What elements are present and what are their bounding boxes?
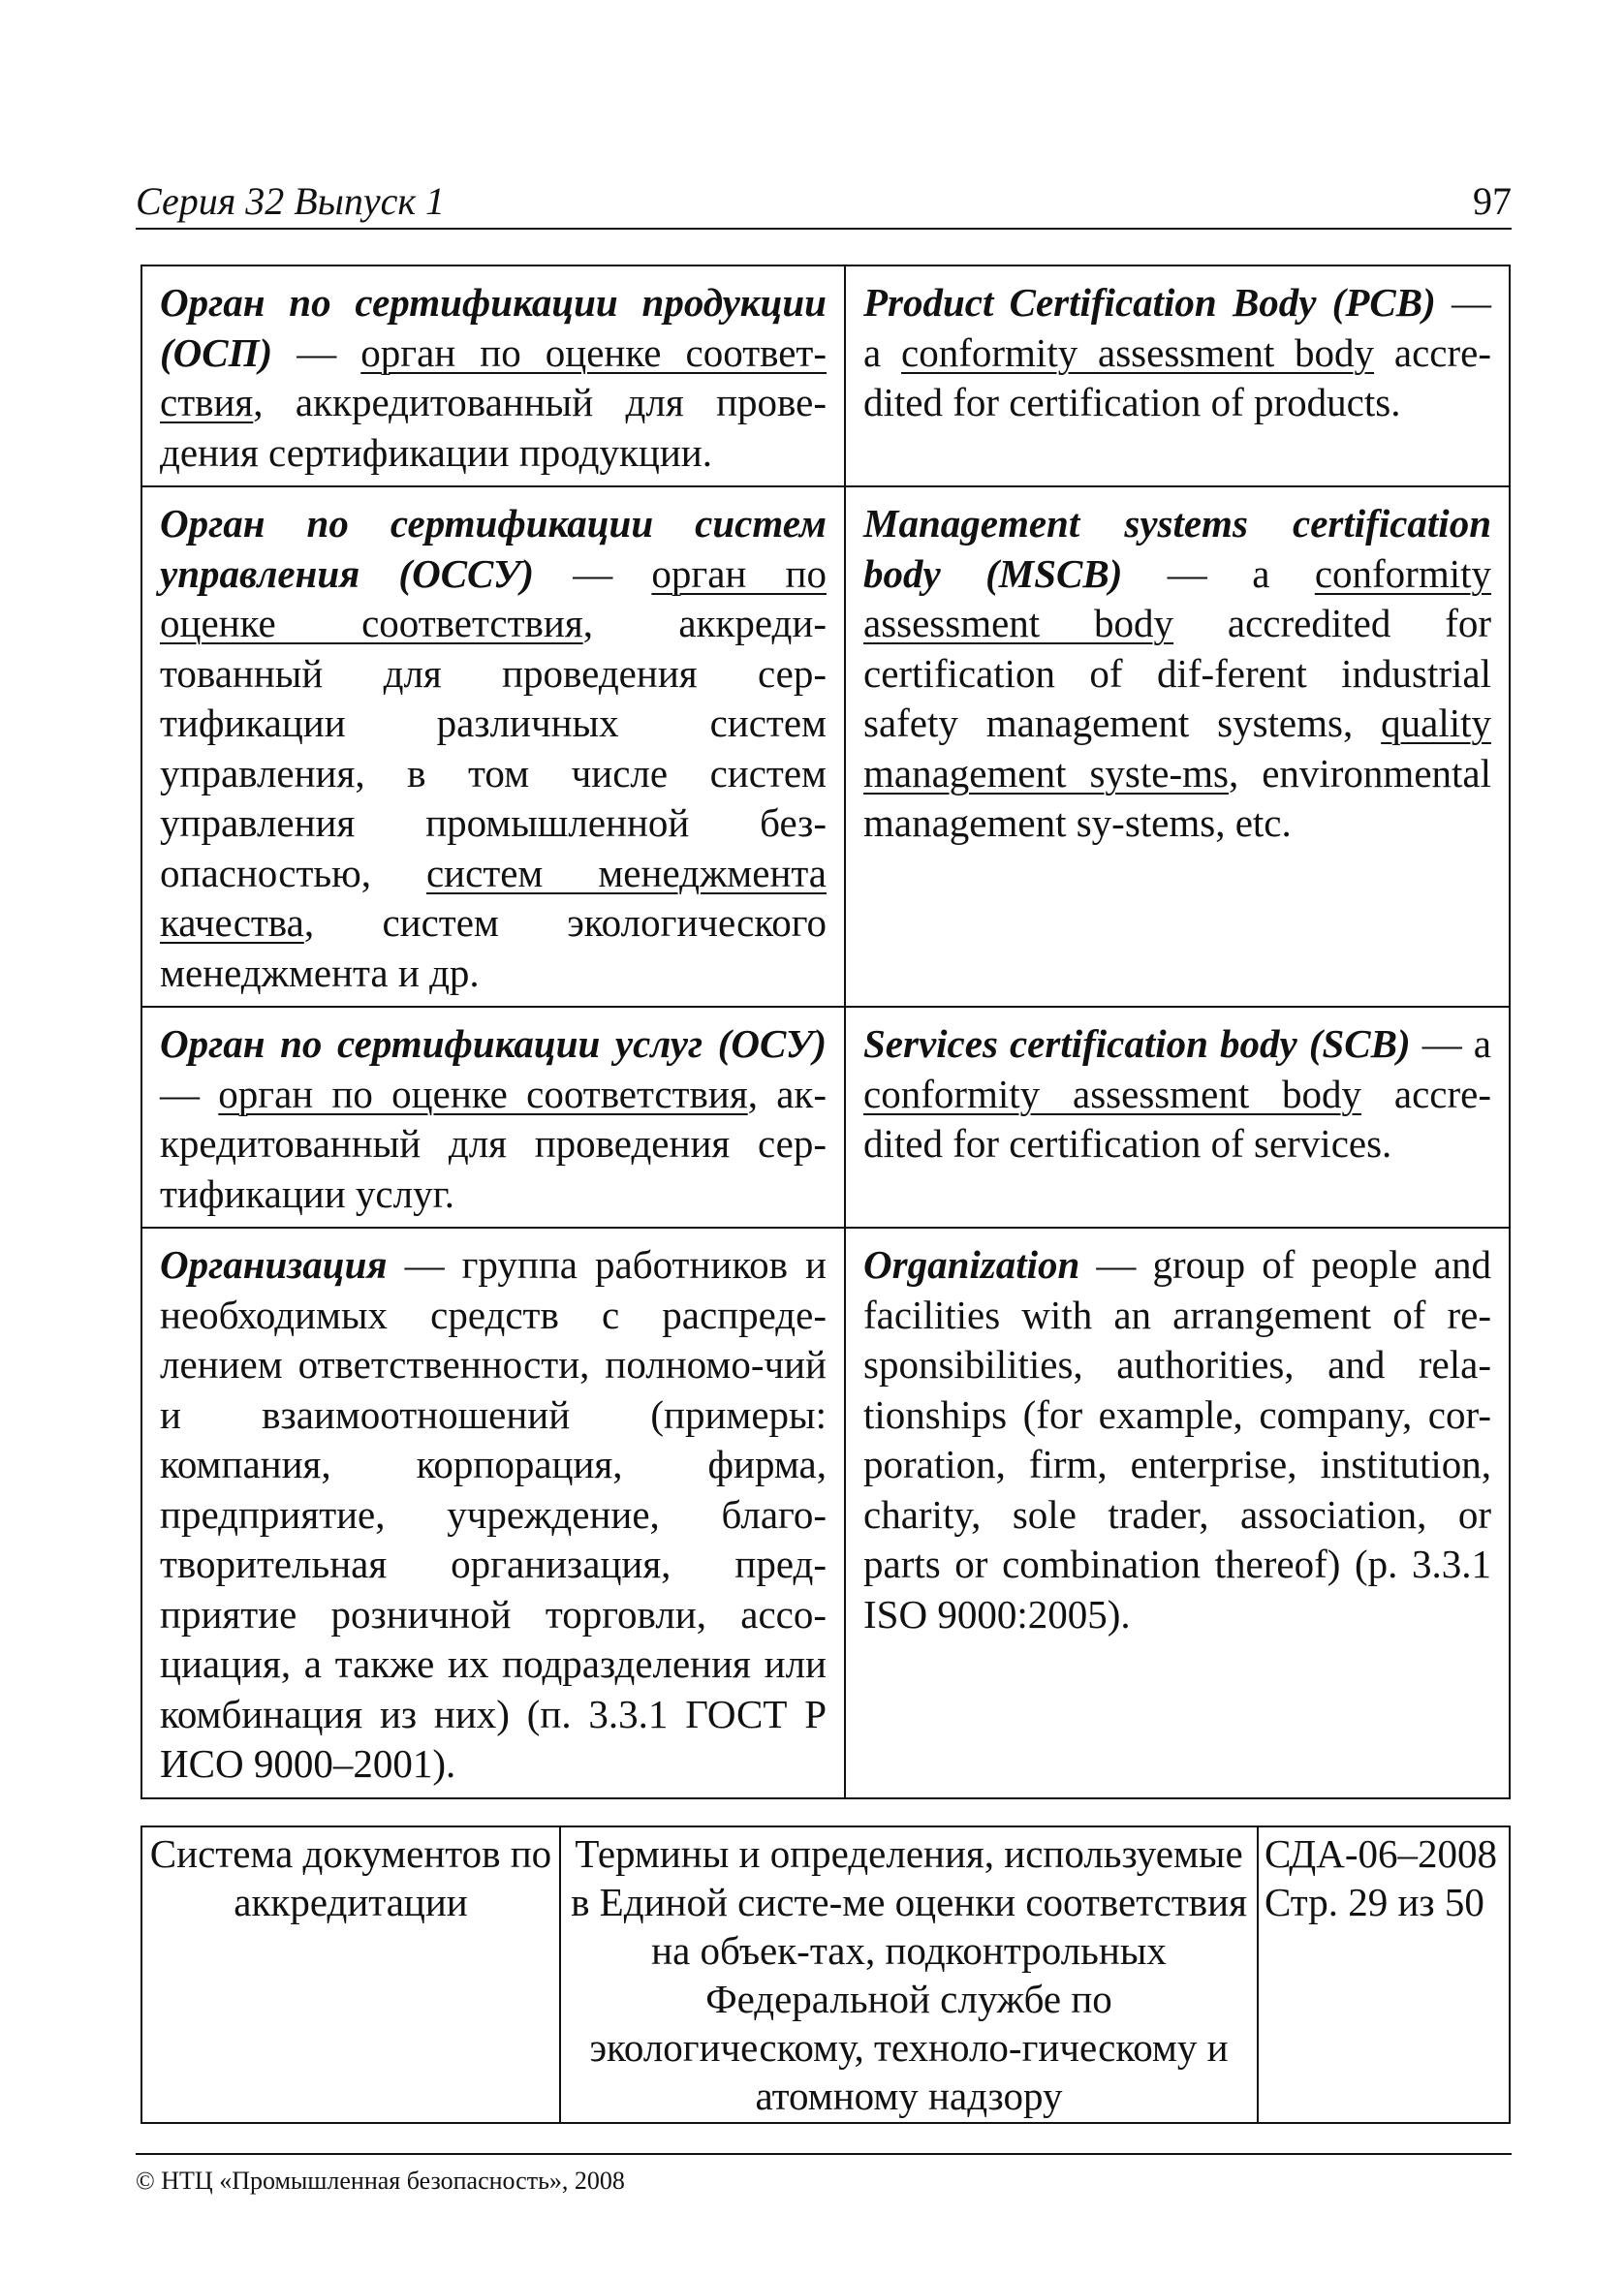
term-cell-russian bbox=[141, 1007, 845, 1228]
term-reference-link: quality management syste-ms bbox=[863, 701, 1491, 796]
term-reference-link: орган по оценке соответ-ствия bbox=[160, 329, 827, 424]
term-cell-russian bbox=[141, 1228, 845, 1798]
copyright-footer bbox=[136, 2153, 1512, 2196]
term-name: Management systems certification body (MSCB) bbox=[863, 501, 1491, 596]
term-name: Орган по сертификации услуг (ОСУ) bbox=[160, 1021, 827, 1066]
term-cell-russian bbox=[141, 486, 845, 1007]
term-cell-english bbox=[845, 265, 1510, 486]
series-title: Серия 32 Выпуск 1 bbox=[136, 179, 446, 223]
term-cell-english bbox=[845, 486, 1510, 1007]
term-row bbox=[141, 486, 1510, 1007]
term-reference-link: орган по оценке соответствия bbox=[160, 550, 827, 645]
document-code-cell bbox=[1258, 1826, 1510, 2123]
running-header bbox=[136, 179, 1512, 230]
term-definition-text: , аккреди-тованный для проведения сер-тификации различных систем управления, в том числе систем управления промышленной без-опасностью, bbox=[160, 601, 828, 895]
term-definition-text: , аккредитованный для прове-дения сертификации продукции. bbox=[160, 380, 827, 475]
term-name: Орган по сертификации систем управления (ОССУ) bbox=[160, 501, 827, 596]
term-definition-text: — bbox=[272, 329, 361, 375]
term-name: Орган по сертификации продукции (ОСП) bbox=[160, 280, 827, 375]
term-definition-text: , ак-кредитованный для проведения сер-тификации услуг. bbox=[160, 1071, 827, 1216]
term-name: Services certification body (SCB) bbox=[863, 1021, 1411, 1066]
term-definition-text: , environmental management sy-stems, etc. bbox=[863, 750, 1491, 845]
term-reference-link: систем менеджмента качества bbox=[160, 850, 827, 945]
term-definition-text: accre-dited for certification of services. bbox=[863, 1071, 1491, 1166]
term-definition-text: accre-dited for certification of products. bbox=[863, 329, 1491, 424]
term-row bbox=[141, 265, 1510, 486]
term-name: Product Certification Body (PCB) bbox=[863, 280, 1436, 325]
document-code: СДА-06–2008 bbox=[1265, 1831, 1498, 1876]
term-definition-text: — a bbox=[1122, 550, 1315, 596]
term-definition-text: — a bbox=[1410, 1021, 1491, 1066]
terms-table bbox=[141, 265, 1511, 1799]
term-definition-text: , систем экологического менеджмента и др. bbox=[160, 900, 827, 995]
term-definition-text: — bbox=[160, 1071, 219, 1116]
term-cell-english bbox=[845, 1007, 1510, 1228]
page-number: 97 bbox=[1473, 179, 1512, 223]
term-reference-link: орган по оценке соответствия bbox=[218, 1071, 748, 1116]
term-definition-text: — группа работников и необходимых средств с распреде-лением ответственности, полномо-чий и взаимоотношений (примеры: компания, корпорация, фирма, предприятие, учреждение, благо-творительная организация, пред-приятие розничной торговли, ассо-циация, а также их подразделения или комбинация из них) (п. 3.3.1 ГОСТ Р ИСО 9000–2001). bbox=[160, 1242, 827, 1786]
terms-table-body bbox=[141, 265, 1510, 1798]
term-cell-english bbox=[845, 1228, 1510, 1798]
term-name: Организация bbox=[160, 1242, 388, 1287]
term-name: Organization bbox=[863, 1242, 1080, 1287]
term-reference-link: conformity assessment body bbox=[901, 329, 1375, 375]
term-definition-text: — bbox=[534, 550, 652, 596]
term-definition-text: — a bbox=[863, 280, 1492, 375]
term-reference-link: conformity assessment body bbox=[863, 1071, 1362, 1116]
term-cell-russian bbox=[141, 265, 845, 486]
term-row bbox=[141, 1228, 1510, 1798]
document-footer-table bbox=[141, 1826, 1511, 2124]
document-title-cell: Термины и определения, используемые в Единой систе-ме оценки соответствия на объек-тах, подконтрольных Федеральной службе по экологическому, техноло-гическому и атомному надзору bbox=[560, 1826, 1258, 2123]
document-page-info: Стр. 29 из 50 bbox=[1265, 1880, 1484, 1924]
document-footer-row bbox=[141, 1826, 1510, 2123]
document-system-cell: Система документов по аккредитации bbox=[141, 1826, 560, 2123]
term-definition-text: — group of people and facilities with an arrangement of re-sponsibilities, authorities, and rela-tionships (for example, company, cor-poration, firm, enterprise, institution, charity, sole trader, association, or parts or combination thereof) (p. 3.3.1 ISO 9000:2005). bbox=[863, 1242, 1491, 1637]
copyright-text: © НТЦ «Промышленная безопасность», 2008 bbox=[136, 2167, 625, 2195]
term-reference-link: conformity assessment body bbox=[863, 550, 1491, 645]
term-row bbox=[141, 1007, 1510, 1228]
term-definition-text: accredited for certification of dif-ferent industrial safety management systems, bbox=[863, 601, 1492, 745]
